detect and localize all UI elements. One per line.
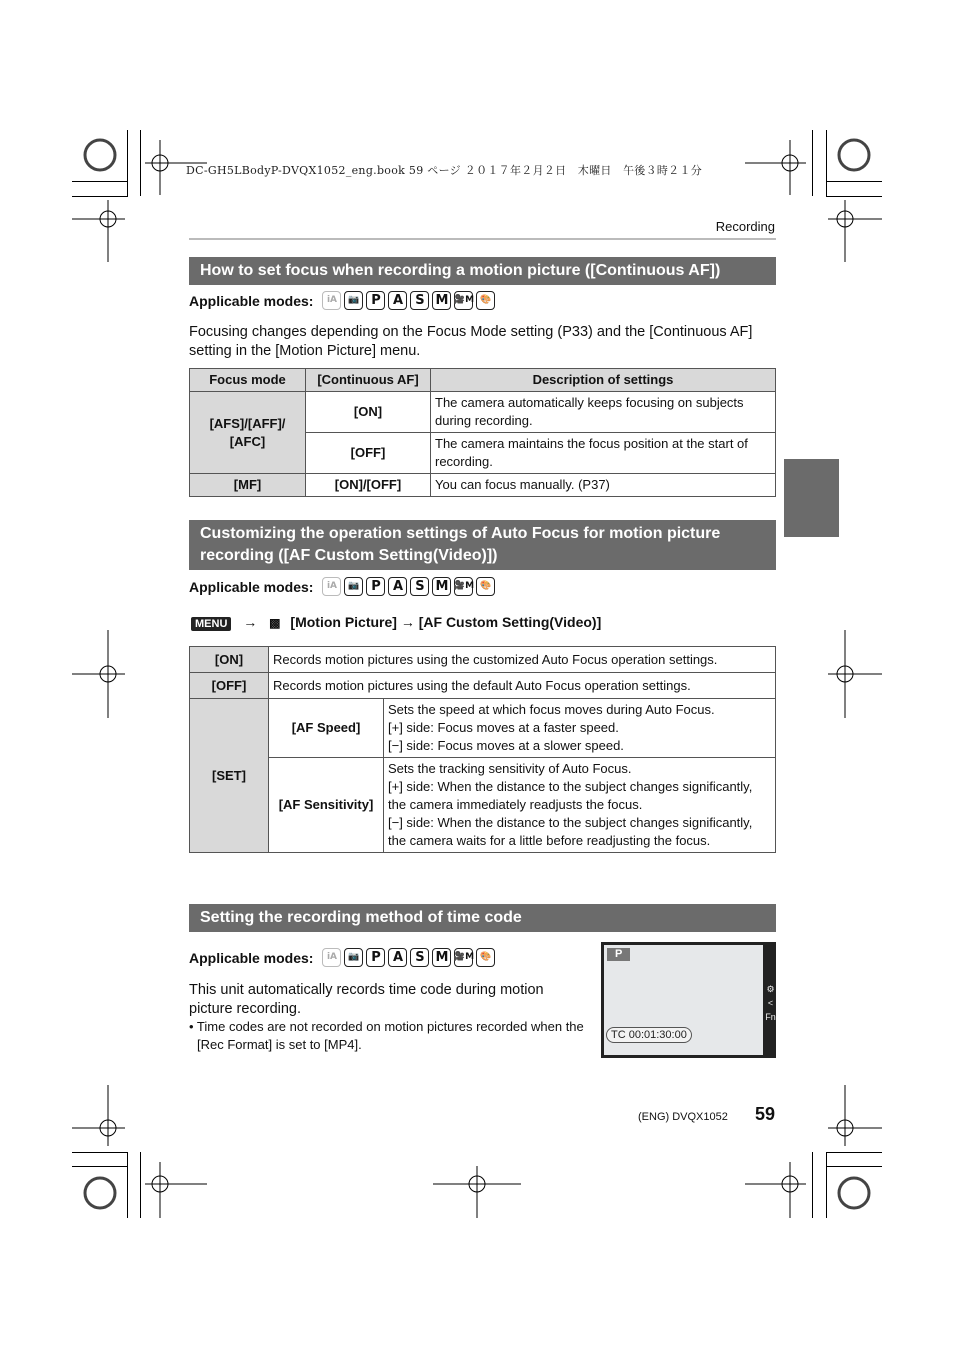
mf-label: [MF] (190, 474, 306, 497)
arrow-icon: → (243, 614, 258, 630)
menu-icon: MENU (191, 617, 231, 631)
af-value: [OFF] (306, 433, 431, 474)
af-speed-label: [AF Speed] (269, 699, 384, 758)
lcd-screen (604, 945, 763, 1055)
col-description: Description of settings (431, 369, 776, 392)
set-label: [SET] (190, 699, 269, 853)
af-speed-desc (384, 699, 776, 758)
af-desc: You can focus manually. (P37) (431, 474, 776, 497)
creative-video-mode-icon: 🎥M (454, 948, 473, 967)
af-custom-table (189, 646, 776, 853)
fn-icon: Fn (765, 1012, 776, 1022)
creative-video-mode-icon: 🎥M (454, 577, 473, 596)
page-number: 59 (755, 1104, 776, 1124)
table-row (190, 392, 776, 433)
m-mode-icon: M (432, 577, 451, 596)
a-mode-icon: A (388, 291, 407, 310)
table-row (190, 699, 776, 758)
off-desc: Records motion pictures using the default Auto Focus operation settings. (269, 673, 776, 699)
menu-path-text: [Motion Picture] → [AF Custom Setting(Video)] (290, 614, 602, 630)
section3-body: This unit automatically records time code during motion picture recording. (189, 982, 544, 1017)
creative-control-mode-icon: 🎨 (476, 577, 495, 596)
table-row (190, 647, 776, 673)
creative-ia-mode-icon: 📷 (344, 577, 363, 596)
creative-ia-mode-icon: 📷 (344, 948, 363, 967)
af-speed-line: Sets the speed at which focus moves during Auto Focus. (388, 702, 715, 717)
af-sensitivity-line: [−] side: When the distance to the subject changes significantly, the camera waits for a little before readjusting the focus. (388, 815, 753, 848)
mode-indicator: P (607, 948, 630, 961)
ia-mode-icon: iA (322, 948, 341, 967)
applicable-modes (189, 291, 495, 310)
lcd-side-tabs (765, 982, 776, 1048)
header-rule (189, 238, 776, 240)
applicable-modes (189, 577, 495, 596)
timecode-display: TC 00:01:30:00 (606, 1027, 692, 1043)
af-desc: The camera automatically keeps focusing on subjects during recording. (431, 392, 776, 433)
afs-group-label: [AFS]/[AFF]/ [AFC] (190, 392, 306, 474)
af-speed-line: [+] side: Focus moves at a faster speed. (388, 720, 619, 735)
creative-control-mode-icon: 🎨 (476, 948, 495, 967)
modes-label: Applicable modes: (189, 578, 314, 595)
p-mode-icon: P (366, 948, 385, 967)
af-value: [ON]/[OFF] (306, 474, 431, 497)
print-info: DC-GH5LBodyP-DVQX1052_eng.book 59 ページ ２０１７年２月２日 木曜日 午後３時２１分 (186, 164, 703, 177)
section-title-continuous-af: How to set focus when recording a motion picture ([Continuous AF]) (189, 257, 776, 285)
on-desc: Records motion pictures using the customized Auto Focus operation settings. (269, 647, 776, 673)
af-value: [ON] (306, 392, 431, 433)
af-sensitivity-label: [AF Sensitivity] (269, 758, 384, 853)
on-label: [ON] (190, 647, 269, 673)
motion-picture-menu-icon: ▩ (269, 616, 281, 630)
creative-ia-mode-icon: 📷 (344, 291, 363, 310)
af-sensitivity-line: [+] side: When the distance to the subject changes significantly, the camera immediately readjusts the focus. (388, 779, 753, 812)
s-mode-icon: S (410, 577, 429, 596)
settings-icon: ⚙ (766, 984, 775, 994)
p-mode-icon: P (366, 291, 385, 310)
s-mode-icon: S (410, 948, 429, 967)
s-mode-icon: S (410, 291, 429, 310)
col-continuous-af: [Continuous AF] (306, 369, 431, 392)
menu-path (191, 614, 601, 630)
table-row (190, 673, 776, 699)
chevron-left-icon: < (767, 998, 774, 1008)
continuous-af-table (189, 368, 776, 497)
creative-video-mode-icon: 🎥M (454, 291, 473, 310)
af-sensitivity-line: Sets the tracking sensitivity of Auto Focus. (388, 761, 632, 776)
col-focus-mode: Focus mode (190, 369, 306, 392)
ia-mode-icon: iA (322, 291, 341, 310)
table-row (190, 758, 776, 853)
modes-label: Applicable modes: (189, 292, 314, 309)
chapter-tab (784, 459, 839, 537)
modes-label: Applicable modes: (189, 949, 314, 966)
applicable-modes (189, 948, 495, 967)
document-code: (ENG) DVQX1052 (638, 1111, 728, 1123)
a-mode-icon: A (388, 577, 407, 596)
section-title-af-custom: Customizing the operation settings of Auto Focus for motion picture recording ([AF Custom Setting(Video)]) (189, 520, 776, 570)
af-sensitivity-desc (384, 758, 776, 853)
af-speed-line: [−] side: Focus moves at a slower speed. (388, 738, 624, 753)
m-mode-icon: M (432, 291, 451, 310)
ia-mode-icon: iA (322, 577, 341, 596)
creative-control-mode-icon: 🎨 (476, 291, 495, 310)
running-header: Recording (715, 219, 775, 234)
af-desc: The camera maintains the focus position at the start of recording. (431, 433, 776, 474)
section1-body: Focusing changes depending on the Focus Mode setting (P33) and the [Continuous AF] setting in the [Motion Picture] menu. (189, 324, 753, 359)
a-mode-icon: A (388, 948, 407, 967)
p-mode-icon: P (366, 577, 385, 596)
table-row (190, 474, 776, 497)
m-mode-icon: M (432, 948, 451, 967)
section3-note: • Time codes are not recorded on motion pictures recorded when the [Rec Format] is set to [MP4]. (189, 1019, 584, 1052)
off-label: [OFF] (190, 673, 269, 699)
camera-screen-image (601, 942, 776, 1058)
section-title-time-code: Setting the recording method of time code (189, 904, 776, 932)
